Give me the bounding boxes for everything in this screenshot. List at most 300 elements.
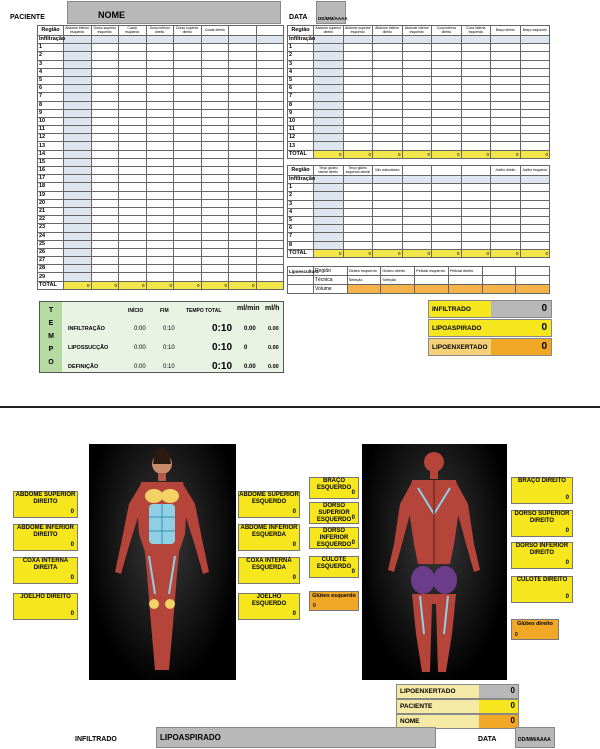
table-cell[interactable]: [91, 134, 119, 142]
table-cell[interactable]: [229, 142, 257, 150]
table-cell[interactable]: [119, 117, 147, 125]
region-box[interactable]: [511, 576, 573, 603]
table-cell[interactable]: [373, 52, 403, 60]
table-cell[interactable]: [229, 68, 257, 76]
table-cell[interactable]: [461, 241, 491, 249]
table-cell[interactable]: [91, 207, 119, 215]
table-cell[interactable]: [256, 101, 284, 109]
table-cell[interactable]: [174, 207, 202, 215]
table-cell[interactable]: [256, 117, 284, 125]
table-cell[interactable]: [201, 199, 229, 207]
table-cell[interactable]: [174, 232, 202, 240]
orange-region-box[interactable]: [511, 619, 559, 640]
table-cell[interactable]: [432, 134, 462, 142]
table-cell[interactable]: [373, 134, 403, 142]
table-cell[interactable]: [491, 192, 521, 200]
table-cell[interactable]: [256, 60, 284, 68]
table-cell[interactable]: [402, 134, 432, 142]
table-cell[interactable]: [314, 216, 344, 224]
table-cell[interactable]: [119, 265, 147, 273]
table-cell[interactable]: [64, 150, 92, 158]
table-cell[interactable]: [91, 240, 119, 248]
table-cell[interactable]: [119, 167, 147, 175]
table-cell[interactable]: [314, 117, 344, 125]
table-cell[interactable]: [520, 192, 550, 200]
table-cell[interactable]: [64, 93, 92, 101]
table-cell[interactable]: [432, 93, 462, 101]
table-cell[interactable]: [119, 158, 147, 166]
table-cell[interactable]: [64, 232, 92, 240]
table-cell[interactable]: [520, 142, 550, 150]
table-cell[interactable]: [343, 241, 373, 249]
table-cell[interactable]: [146, 183, 174, 191]
table-cell[interactable]: [491, 216, 521, 224]
table-cell[interactable]: [461, 109, 491, 117]
table-cell[interactable]: [201, 273, 229, 281]
table-cell[interactable]: [461, 200, 491, 208]
table-cell[interactable]: [461, 85, 491, 93]
table-cell[interactable]: [119, 257, 147, 265]
table-cell[interactable]: [432, 85, 462, 93]
table-cell[interactable]: [520, 117, 550, 125]
table-cell[interactable]: [174, 240, 202, 248]
table-cell[interactable]: [91, 52, 119, 60]
table-cell[interactable]: [461, 192, 491, 200]
infiltracao-cell[interactable]: [314, 176, 344, 184]
table-cell[interactable]: [461, 60, 491, 68]
table-cell[interactable]: [174, 248, 202, 256]
infiltracao-cell[interactable]: [491, 36, 521, 44]
table-cell[interactable]: [146, 199, 174, 207]
table-cell[interactable]: [229, 175, 257, 183]
table-cell[interactable]: [201, 142, 229, 150]
table-cell[interactable]: [91, 117, 119, 125]
table-cell[interactable]: [432, 117, 462, 125]
table-cell[interactable]: [64, 265, 92, 273]
table-cell[interactable]: [491, 233, 521, 241]
table-cell[interactable]: [119, 150, 147, 158]
orange-region-box[interactable]: [309, 591, 359, 611]
table-cell[interactable]: [314, 192, 344, 200]
table-cell[interactable]: [402, 241, 432, 249]
table-cell[interactable]: [373, 184, 403, 192]
tempo-mlh-value[interactable]: 0.00: [268, 326, 279, 332]
table-cell[interactable]: [520, 76, 550, 84]
table-cell[interactable]: [373, 60, 403, 68]
table-cell[interactable]: [201, 175, 229, 183]
region-box[interactable]: [309, 502, 359, 524]
infiltracao-cell[interactable]: [520, 176, 550, 184]
table-cell[interactable]: [201, 257, 229, 265]
table-cell[interactable]: [373, 117, 403, 125]
table-cell[interactable]: [343, 76, 373, 84]
tempo-total-value[interactable]: 0:10: [212, 361, 233, 372]
table-cell[interactable]: [146, 93, 174, 101]
table-cell[interactable]: [146, 175, 174, 183]
table-cell[interactable]: [91, 76, 119, 84]
table-cell[interactable]: [91, 167, 119, 175]
table-cell[interactable]: [461, 142, 491, 150]
region-box[interactable]: [309, 556, 359, 578]
table-cell[interactable]: [491, 225, 521, 233]
table-cell[interactable]: [314, 233, 344, 241]
table-cell[interactable]: [491, 101, 521, 109]
table-cell[interactable]: [146, 273, 174, 281]
infiltracao-cell[interactable]: [256, 36, 284, 44]
table-cell[interactable]: [201, 240, 229, 248]
table-cell[interactable]: [119, 93, 147, 101]
table-cell[interactable]: [373, 93, 403, 101]
table-cell[interactable]: [314, 101, 344, 109]
table-cell[interactable]: [174, 101, 202, 109]
region-box[interactable]: [511, 477, 573, 504]
table-cell[interactable]: [119, 60, 147, 68]
infiltracao-cell[interactable]: [402, 36, 432, 44]
infiltracao-cell[interactable]: [373, 36, 403, 44]
table-cell[interactable]: [174, 191, 202, 199]
table-cell[interactable]: [229, 191, 257, 199]
table-cell[interactable]: [64, 126, 92, 134]
region-box[interactable]: [238, 557, 300, 584]
table-cell[interactable]: [174, 273, 202, 281]
table-cell[interactable]: [64, 109, 92, 117]
table-cell[interactable]: [491, 85, 521, 93]
table-cell[interactable]: [119, 273, 147, 281]
table-cell[interactable]: [314, 134, 344, 142]
table-cell[interactable]: [229, 85, 257, 93]
infiltracao-cell[interactable]: [146, 36, 174, 44]
table-cell[interactable]: [64, 257, 92, 265]
table-cell[interactable]: [201, 117, 229, 125]
table-cell[interactable]: [373, 241, 403, 249]
table-cell[interactable]: [461, 184, 491, 192]
table-cell[interactable]: [229, 232, 257, 240]
table-cell[interactable]: [201, 126, 229, 134]
table-cell[interactable]: [491, 52, 521, 60]
table-cell[interactable]: [256, 224, 284, 232]
table-cell[interactable]: [432, 76, 462, 84]
table-cell[interactable]: [91, 85, 119, 93]
table-cell[interactable]: [520, 68, 550, 76]
table-cell[interactable]: [119, 101, 147, 109]
table-cell[interactable]: [146, 167, 174, 175]
table-cell[interactable]: [174, 68, 202, 76]
table-cell[interactable]: [256, 109, 284, 117]
table-cell[interactable]: [64, 183, 92, 191]
table-cell[interactable]: [373, 233, 403, 241]
table-cell[interactable]: [256, 167, 284, 175]
table-cell[interactable]: [373, 142, 403, 150]
table-cell[interactable]: [64, 207, 92, 215]
table-cell[interactable]: [256, 85, 284, 93]
table-cell[interactable]: [91, 44, 119, 52]
table-cell[interactable]: [256, 273, 284, 281]
lipo-cell[interactable]: [347, 285, 381, 294]
lipo-cell[interactable]: Pelicial esquerdo: [415, 267, 449, 276]
table-cell[interactable]: [343, 85, 373, 93]
table-cell[interactable]: [119, 134, 147, 142]
table-cell[interactable]: [461, 134, 491, 142]
table-cell[interactable]: [343, 192, 373, 200]
table-cell[interactable]: [201, 158, 229, 166]
table-cell[interactable]: [432, 233, 462, 241]
table-cell[interactable]: [491, 93, 521, 101]
table-cell[interactable]: [146, 76, 174, 84]
table-cell[interactable]: [402, 117, 432, 125]
table-cell[interactable]: [64, 134, 92, 142]
region-box[interactable]: [238, 491, 300, 518]
lipo-cell[interactable]: [516, 285, 550, 294]
table-cell[interactable]: [91, 273, 119, 281]
infiltracao-cell[interactable]: [461, 176, 491, 184]
lipo-cell[interactable]: [381, 285, 415, 294]
table-cell[interactable]: [146, 60, 174, 68]
table-cell[interactable]: [461, 76, 491, 84]
table-cell[interactable]: [256, 183, 284, 191]
table-cell[interactable]: [343, 216, 373, 224]
table-cell[interactable]: [201, 93, 229, 101]
table-cell[interactable]: [461, 208, 491, 216]
table-cell[interactable]: [491, 200, 521, 208]
table-cell[interactable]: [91, 126, 119, 134]
table-cell[interactable]: [229, 109, 257, 117]
table-cell[interactable]: [432, 184, 462, 192]
table-cell[interactable]: [201, 150, 229, 158]
table-cell[interactable]: [432, 101, 462, 109]
table-cell[interactable]: [91, 93, 119, 101]
table-cell[interactable]: [174, 175, 202, 183]
table-cell[interactable]: [461, 44, 491, 52]
tempo-fim-value[interactable]: 0:10: [163, 326, 175, 332]
table-cell[interactable]: [432, 142, 462, 150]
table-cell[interactable]: [64, 167, 92, 175]
table-cell[interactable]: [314, 109, 344, 117]
table-cell[interactable]: [432, 126, 462, 134]
table-cell[interactable]: [461, 93, 491, 101]
table-cell[interactable]: [256, 126, 284, 134]
bottom-row-value[interactable]: 0: [510, 701, 515, 710]
region-box[interactable]: [309, 477, 359, 499]
table-cell[interactable]: [201, 76, 229, 84]
lipo-cell[interactable]: [448, 276, 482, 285]
table-cell[interactable]: [373, 109, 403, 117]
table-cell[interactable]: [402, 208, 432, 216]
table-cell[interactable]: [201, 85, 229, 93]
summary-value[interactable]: 0: [541, 341, 547, 352]
table-cell[interactable]: [229, 93, 257, 101]
table-cell[interactable]: [229, 44, 257, 52]
table-cell[interactable]: [343, 68, 373, 76]
table-cell[interactable]: [64, 158, 92, 166]
table-cell[interactable]: [491, 109, 521, 117]
table-cell[interactable]: [174, 142, 202, 150]
tempo-fim-value[interactable]: 0:10: [163, 364, 175, 370]
data-field[interactable]: [316, 1, 346, 24]
table-cell[interactable]: [64, 60, 92, 68]
table-cell[interactable]: [461, 126, 491, 134]
table-cell[interactable]: [64, 224, 92, 232]
table-cell[interactable]: [402, 184, 432, 192]
table-cell[interactable]: [91, 265, 119, 273]
table-cell[interactable]: [146, 224, 174, 232]
infiltracao-cell[interactable]: [461, 36, 491, 44]
region-box[interactable]: [511, 542, 573, 569]
table-cell[interactable]: [402, 126, 432, 134]
table-cell[interactable]: [91, 109, 119, 117]
table-cell[interactable]: [146, 109, 174, 117]
table-cell[interactable]: [119, 175, 147, 183]
bottom-row-value[interactable]: 0: [510, 686, 515, 695]
table-cell[interactable]: [146, 142, 174, 150]
table-cell[interactable]: [432, 200, 462, 208]
table-cell[interactable]: [119, 85, 147, 93]
table-cell[interactable]: [229, 60, 257, 68]
table-cell[interactable]: [432, 208, 462, 216]
table-cell[interactable]: [402, 60, 432, 68]
lipo-cell[interactable]: [482, 267, 516, 276]
table-cell[interactable]: [146, 232, 174, 240]
table-cell[interactable]: [256, 76, 284, 84]
infiltracao-cell[interactable]: [91, 36, 119, 44]
table-cell[interactable]: [461, 216, 491, 224]
table-cell[interactable]: [146, 101, 174, 109]
table-cell[interactable]: [119, 76, 147, 84]
table-cell[interactable]: [91, 248, 119, 256]
table-cell[interactable]: [201, 167, 229, 175]
region-box[interactable]: [309, 527, 359, 549]
table-cell[interactable]: [402, 44, 432, 52]
lipo-cell[interactable]: [516, 267, 550, 276]
table-cell[interactable]: [314, 200, 344, 208]
region-box[interactable]: [13, 491, 78, 518]
lipo-cell[interactable]: Glúteo direito: [381, 267, 415, 276]
infiltracao-cell[interactable]: [343, 36, 373, 44]
table-cell[interactable]: [314, 60, 344, 68]
table-cell[interactable]: [373, 101, 403, 109]
summary-value[interactable]: 0: [541, 303, 547, 314]
table-cell[interactable]: [343, 142, 373, 150]
table-cell[interactable]: [402, 101, 432, 109]
table-cell[interactable]: [314, 76, 344, 84]
table-cell[interactable]: [91, 175, 119, 183]
table-cell[interactable]: [229, 257, 257, 265]
table-cell[interactable]: [314, 52, 344, 60]
table-cell[interactable]: [146, 191, 174, 199]
infiltracao-cell[interactable]: [402, 176, 432, 184]
table-cell[interactable]: [256, 199, 284, 207]
infiltracao-cell[interactable]: [64, 36, 92, 44]
table-cell[interactable]: [119, 109, 147, 117]
table-cell[interactable]: [229, 265, 257, 273]
table-cell[interactable]: [343, 233, 373, 241]
table-cell[interactable]: [343, 208, 373, 216]
table-cell[interactable]: [64, 117, 92, 125]
tempo-mlmin-value[interactable]: 0.00: [244, 364, 256, 370]
table-cell[interactable]: [174, 158, 202, 166]
footer-data-field[interactable]: [515, 727, 555, 748]
table-cell[interactable]: [256, 158, 284, 166]
infiltracao-cell[interactable]: [343, 176, 373, 184]
table-cell[interactable]: [343, 52, 373, 60]
table-cell[interactable]: [119, 52, 147, 60]
table-cell[interactable]: [64, 85, 92, 93]
table-cell[interactable]: [520, 101, 550, 109]
table-cell[interactable]: [201, 232, 229, 240]
table-cell[interactable]: [146, 207, 174, 215]
table-cell[interactable]: [174, 134, 202, 142]
infiltracao-cell[interactable]: [174, 36, 202, 44]
table-cell[interactable]: [174, 117, 202, 125]
table-cell[interactable]: [174, 167, 202, 175]
table-cell[interactable]: [432, 68, 462, 76]
table-cell[interactable]: [491, 68, 521, 76]
infiltracao-cell[interactable]: [432, 176, 462, 184]
table-cell[interactable]: [402, 85, 432, 93]
table-cell[interactable]: [520, 109, 550, 117]
table-cell[interactable]: [343, 44, 373, 52]
tempo-mlh-value[interactable]: 0.00: [268, 345, 279, 351]
table-cell[interactable]: [256, 52, 284, 60]
table-cell[interactable]: [201, 183, 229, 191]
table-cell[interactable]: [174, 93, 202, 101]
table-cell[interactable]: [314, 225, 344, 233]
table-cell[interactable]: [461, 52, 491, 60]
table-cell[interactable]: [373, 126, 403, 134]
table-cell[interactable]: [520, 200, 550, 208]
tempo-inicio-value[interactable]: 0:00: [134, 345, 146, 351]
table-cell[interactable]: [174, 224, 202, 232]
table-cell[interactable]: [91, 224, 119, 232]
lipo-cell[interactable]: Seleção: [381, 276, 415, 285]
region-box[interactable]: [13, 557, 78, 584]
table-cell[interactable]: [201, 207, 229, 215]
table-cell[interactable]: [373, 200, 403, 208]
table-cell[interactable]: [432, 109, 462, 117]
table-cell[interactable]: [201, 224, 229, 232]
table-cell[interactable]: [314, 68, 344, 76]
table-cell[interactable]: [520, 52, 550, 60]
table-cell[interactable]: [491, 134, 521, 142]
table-cell[interactable]: [64, 216, 92, 224]
infiltracao-cell[interactable]: [520, 36, 550, 44]
table-cell[interactable]: [146, 150, 174, 158]
table-cell[interactable]: [119, 68, 147, 76]
table-cell[interactable]: [91, 101, 119, 109]
table-cell[interactable]: [146, 126, 174, 134]
table-cell[interactable]: [402, 109, 432, 117]
table-cell[interactable]: [91, 199, 119, 207]
table-cell[interactable]: [373, 85, 403, 93]
table-cell[interactable]: [64, 76, 92, 84]
table-cell[interactable]: [229, 117, 257, 125]
table-cell[interactable]: [256, 68, 284, 76]
table-cell[interactable]: [461, 101, 491, 109]
table-cell[interactable]: [64, 273, 92, 281]
table-cell[interactable]: [119, 44, 147, 52]
table-cell[interactable]: [146, 134, 174, 142]
table-cell[interactable]: [402, 192, 432, 200]
table-cell[interactable]: [201, 44, 229, 52]
table-cell[interactable]: [201, 191, 229, 199]
table-cell[interactable]: [64, 101, 92, 109]
table-cell[interactable]: [432, 60, 462, 68]
table-cell[interactable]: [402, 68, 432, 76]
table-cell[interactable]: [520, 208, 550, 216]
lipo-cell[interactable]: Glúteo esquerdo: [347, 267, 381, 276]
table-cell[interactable]: [314, 142, 344, 150]
table-cell[interactable]: [174, 150, 202, 158]
table-cell[interactable]: [91, 232, 119, 240]
